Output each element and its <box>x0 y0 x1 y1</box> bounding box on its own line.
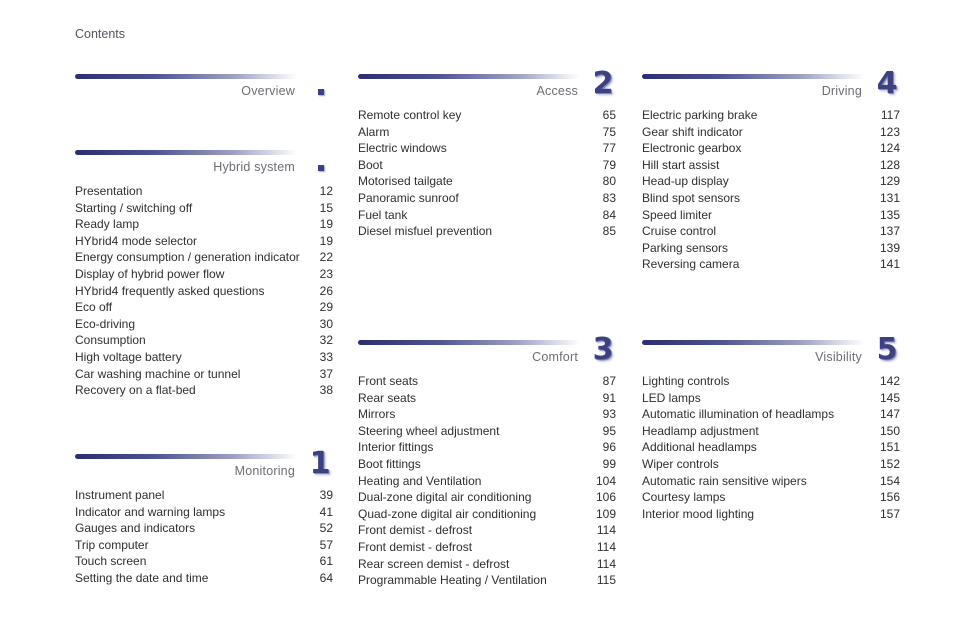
toc-entry-page-number: 129 <box>879 174 900 189</box>
toc-entry[interactable] <box>358 157 616 174</box>
section-divider-bar <box>358 340 580 345</box>
toc-entry-page-number: 91 <box>602 390 616 405</box>
toc-entry[interactable] <box>358 140 616 157</box>
toc-entry[interactable] <box>75 570 333 587</box>
section-divider-bar <box>75 74 297 79</box>
toc-entry-page-number: 152 <box>879 456 900 471</box>
toc-entry[interactable] <box>642 207 900 224</box>
toc-entry[interactable] <box>75 249 333 266</box>
toc-entry-page-number: 137 <box>879 224 900 239</box>
section-divider-bar <box>642 74 864 79</box>
toc-entry[interactable] <box>642 390 900 407</box>
section-header <box>642 66 900 104</box>
toc-entry-label: HYbrid4 frequently asked questions <box>75 283 265 298</box>
toc-entry-label: High voltage battery <box>75 349 182 364</box>
toc-entry-page-number: 115 <box>596 573 616 588</box>
toc-entry-label: Eco-driving <box>75 316 136 331</box>
toc-entry[interactable] <box>358 124 616 141</box>
toc-entry-page-number: 80 <box>602 174 616 189</box>
toc-entry[interactable] <box>75 366 333 383</box>
toc-entry-label: Alarm <box>358 124 390 139</box>
toc-entry-label: Rear screen demist - defrost <box>358 556 510 571</box>
section-divider-bar <box>75 454 297 459</box>
toc-entry-page-number: 87 <box>602 374 616 388</box>
toc-entry-label: Speed limiter <box>642 207 713 222</box>
toc-entry-label: Boot <box>358 157 383 172</box>
toc-entry-label: Dual-zone digital air conditioning <box>358 490 532 505</box>
toc-entry-label: Programmable Heating / Ventilation <box>358 573 547 588</box>
section-title[interactable]: Comfort <box>532 350 578 364</box>
toc-entry-list <box>75 487 333 587</box>
toc-entry-list <box>358 107 616 240</box>
toc-entry-page-number: 93 <box>602 407 616 422</box>
toc-entry[interactable] <box>642 240 900 257</box>
toc-entry-page-number: 79 <box>602 157 616 172</box>
toc-entry-label: Automatic illumination of headlamps <box>642 407 835 422</box>
toc-entry-label: Energy consumption / generation indicator <box>75 250 300 265</box>
section-divider-bar <box>358 74 580 79</box>
toc-entry-list <box>642 373 900 522</box>
toc-entry-page-number: 96 <box>602 440 616 455</box>
toc-entry-label: Head-up display <box>642 174 729 189</box>
toc-entry[interactable] <box>75 266 333 283</box>
toc-entry-label: Setting the date and time <box>75 570 209 585</box>
toc-entry[interactable] <box>642 406 900 423</box>
toc-entry[interactable] <box>358 506 616 523</box>
toc-entry[interactable] <box>642 256 900 273</box>
toc-entry-page-number: 37 <box>319 366 333 381</box>
toc-entry-page-number: 19 <box>319 217 333 232</box>
toc-entry-label: Motorised tailgate <box>358 174 453 189</box>
toc-entry[interactable] <box>358 456 616 473</box>
toc-entry-label: Front seats <box>358 374 419 388</box>
toc-entry[interactable] <box>75 553 333 570</box>
toc-entry-page-number: 104 <box>595 473 616 488</box>
toc-entry-label: Mirrors <box>358 407 396 422</box>
toc-entry-label: Gear shift indicator <box>642 124 743 139</box>
toc-entry[interactable] <box>75 504 333 521</box>
toc-entry-page-number: 33 <box>319 349 333 364</box>
toc-entry-page-number: 23 <box>319 266 333 281</box>
toc-entry-label: Hill start assist <box>642 157 720 172</box>
toc-entry-label: Gauges and indicators <box>75 521 196 536</box>
toc-entry[interactable] <box>642 473 900 490</box>
toc-entry[interactable] <box>642 506 900 523</box>
section-title[interactable]: Visibility <box>815 350 862 364</box>
toc-entry-page-number: 156 <box>879 490 900 505</box>
section-title[interactable]: Driving <box>821 84 862 98</box>
chapter-number-badge: 1 <box>309 446 331 481</box>
toc-entry-page-number: 123 <box>879 124 900 139</box>
toc-entry-label: Courtesy lamps <box>642 490 726 505</box>
toc-entry-label: Electric parking brake <box>642 108 758 122</box>
toc-entry-label: Quad-zone digital air conditioning <box>358 506 537 521</box>
toc-entry-label: Trip computer <box>75 537 149 552</box>
section-marker-dot-icon <box>318 165 324 171</box>
toc-entry-page-number: 157 <box>879 506 900 521</box>
toc-entry-page-number: 15 <box>319 200 333 215</box>
toc-entry[interactable] <box>642 157 900 174</box>
toc-entry-label: Diesel misfuel prevention <box>358 224 493 239</box>
toc-entry-page-number: 117 <box>880 108 900 122</box>
toc-entry-page-number: 142 <box>879 374 900 388</box>
toc-entry[interactable] <box>358 556 616 573</box>
toc-entry-page-number: 12 <box>319 184 333 198</box>
toc-entry-page-number: 39 <box>319 488 333 502</box>
toc-entry-label: Recovery on a flat-bed <box>75 383 196 398</box>
section-title[interactable]: Hybrid system <box>213 160 295 174</box>
section-header <box>75 446 333 484</box>
toc-entry[interactable] <box>642 140 900 157</box>
toc-entry-page-number: 41 <box>319 504 333 519</box>
section-title[interactable]: Access <box>536 84 578 98</box>
toc-entry-label: Interior mood lighting <box>642 506 755 521</box>
toc-entry-page-number: 139 <box>879 240 900 255</box>
toc-entry-page-number: 52 <box>319 521 333 536</box>
toc-entry[interactable] <box>358 406 616 423</box>
toc-entry-page-number: 85 <box>602 224 616 239</box>
section-marker-dot-icon <box>318 89 324 95</box>
toc-entry-page-number: 19 <box>319 233 333 248</box>
toc-entry[interactable] <box>75 183 333 200</box>
section-header <box>75 150 333 180</box>
section-hybrid-system <box>75 150 333 399</box>
toc-entry-page-number: 65 <box>602 108 616 122</box>
toc-entry[interactable] <box>75 233 333 250</box>
toc-entry-page-number: 64 <box>319 570 333 585</box>
toc-entry[interactable] <box>642 173 900 190</box>
toc-entry[interactable] <box>358 572 616 589</box>
toc-entry[interactable] <box>75 200 333 217</box>
toc-entry-list <box>358 373 616 589</box>
toc-entry-label: Additional headlamps <box>642 440 757 455</box>
toc-entry[interactable] <box>75 520 333 537</box>
toc-entry[interactable] <box>358 522 616 539</box>
toc-entry-label: Cruise control <box>642 224 717 239</box>
toc-entry-page-number: 131 <box>879 190 900 205</box>
toc-entry-label: Electric windows <box>358 141 447 156</box>
toc-entry-label: Heating and Ventilation <box>358 473 482 488</box>
chapter-number-badge: 4 <box>876 66 898 101</box>
toc-entry-page-number: 128 <box>879 157 900 172</box>
toc-entry-page-number: 151 <box>879 440 900 455</box>
toc-entry[interactable] <box>75 537 333 554</box>
section-overview <box>75 74 333 104</box>
toc-entry-label: Display of hybrid power flow <box>75 266 225 281</box>
toc-entry[interactable] <box>358 539 616 556</box>
toc-entry-list <box>642 107 900 273</box>
toc-entry[interactable] <box>358 190 616 207</box>
section-header <box>358 66 616 104</box>
toc-entry-label: Indicator and warning lamps <box>75 504 226 519</box>
toc-entry[interactable] <box>75 216 333 233</box>
section-driving <box>642 66 900 273</box>
toc-entry-label: Headlamp adjustment <box>642 423 759 438</box>
toc-entry-page-number: 38 <box>319 383 333 398</box>
section-header <box>75 74 333 104</box>
toc-entry[interactable] <box>642 124 900 141</box>
toc-entry[interactable] <box>642 107 900 124</box>
toc-entry-label: Interior fittings <box>358 440 434 455</box>
toc-entry-page-number: 99 <box>602 456 616 471</box>
toc-entry-page-number: 77 <box>602 141 616 156</box>
toc-entry-page-number: 30 <box>319 316 333 331</box>
toc-entry-label: Fuel tank <box>358 207 408 222</box>
toc-entry-label: Rear seats <box>358 390 417 405</box>
toc-entry-label: Electronic gearbox <box>642 141 742 156</box>
toc-entry[interactable] <box>75 349 333 366</box>
toc-entry-label: Parking sensors <box>642 240 729 255</box>
toc-entry-page-number: 109 <box>595 506 616 521</box>
toc-entry-page-number: 141 <box>879 257 900 272</box>
toc-entry-label: Lighting controls <box>642 374 730 388</box>
toc-entry[interactable] <box>75 316 333 333</box>
section-header <box>642 332 900 370</box>
chapter-number-badge: 3 <box>592 332 614 367</box>
toc-entry[interactable] <box>358 207 616 224</box>
toc-entry-label: Touch screen <box>75 554 147 569</box>
toc-entry-page-number: 150 <box>879 423 900 438</box>
section-divider-bar <box>75 150 297 155</box>
toc-entry-label: Front demist - defrost <box>358 523 473 538</box>
chapter-number-badge: 2 <box>592 66 614 101</box>
toc-entry-page-number: 145 <box>879 390 900 405</box>
toc-entry-label: Eco off <box>75 300 113 315</box>
section-visibility <box>642 332 900 522</box>
toc-entry-page-number: 147 <box>879 407 900 422</box>
page-title: Contents <box>75 27 126 41</box>
toc-entry-page-number: 61 <box>319 554 333 569</box>
toc-entry-label: Instrument panel <box>75 488 165 502</box>
toc-entry-page-number: 32 <box>319 333 333 348</box>
toc-entry-label: Steering wheel adjustment <box>358 423 500 438</box>
toc-entry[interactable] <box>358 373 616 390</box>
toc-entry-label: Remote control key <box>358 108 462 122</box>
toc-entry[interactable] <box>75 299 333 316</box>
toc-entry-label: Front demist - defrost <box>358 539 473 554</box>
toc-entry-page-number: 135 <box>879 207 900 222</box>
toc-entry-label: HYbrid4 mode selector <box>75 233 198 248</box>
toc-entry-page-number: 124 <box>879 141 900 156</box>
toc-entry-label: Panoramic sunroof <box>358 190 459 205</box>
toc-entry[interactable] <box>642 439 900 456</box>
toc-entry-page-number: 83 <box>602 190 616 205</box>
toc-entry-label: Reversing camera <box>642 257 740 272</box>
toc-entry-page-number: 84 <box>602 207 616 222</box>
toc-entry-page-number: 75 <box>602 124 616 139</box>
toc-entry-label: Ready lamp <box>75 217 140 232</box>
toc-entry-label: Boot fittings <box>358 456 421 471</box>
toc-entry[interactable] <box>642 373 900 390</box>
toc-entry-page-number: 57 <box>319 537 333 552</box>
toc-entry-label: Car washing machine or tunnel <box>75 366 241 381</box>
toc-entry-page-number: 26 <box>319 283 333 298</box>
section-monitoring <box>75 446 333 587</box>
toc-entry[interactable] <box>642 223 900 240</box>
toc-entry-label: Starting / switching off <box>75 200 193 215</box>
toc-entry[interactable] <box>75 283 333 300</box>
toc-entry-label: Consumption <box>75 333 146 348</box>
toc-entry[interactable] <box>358 107 616 124</box>
toc-entry[interactable] <box>358 439 616 456</box>
toc-entry[interactable] <box>358 473 616 490</box>
section-access <box>358 66 616 240</box>
section-header <box>358 332 616 370</box>
toc-entry[interactable] <box>75 487 333 504</box>
chapter-number-badge: 5 <box>876 332 898 367</box>
toc-entry-page-number: 154 <box>879 473 900 488</box>
toc-entry-page-number: 114 <box>596 539 616 554</box>
toc-entry[interactable] <box>358 423 616 440</box>
section-title[interactable]: Monitoring <box>234 464 295 478</box>
toc-entry[interactable] <box>642 423 900 440</box>
toc-entry-page-number: 22 <box>319 250 333 265</box>
section-comfort <box>358 332 616 589</box>
toc-entry-label: LED lamps <box>642 390 701 405</box>
toc-entry-label: Blind spot sensors <box>642 190 741 205</box>
toc-entry-page-number: 114 <box>596 556 616 571</box>
toc-entry-label: Automatic rain sensitive wipers <box>642 473 807 488</box>
toc-entry[interactable] <box>642 456 900 473</box>
toc-entry-label: Wiper controls <box>642 456 719 471</box>
toc-entry[interactable] <box>75 382 333 399</box>
section-title[interactable]: Overview <box>241 84 295 98</box>
toc-entry[interactable] <box>75 332 333 349</box>
toc-entry[interactable] <box>642 190 900 207</box>
toc-entry[interactable] <box>358 489 616 506</box>
toc-entry-page-number: 114 <box>596 523 616 538</box>
toc-entry-label: Presentation <box>75 184 143 198</box>
toc-entry-page-number: 29 <box>319 300 333 315</box>
toc-entry[interactable] <box>358 223 616 240</box>
toc-entry[interactable] <box>642 489 900 506</box>
toc-entry[interactable] <box>358 173 616 190</box>
toc-entry-page-number: 95 <box>602 423 616 438</box>
toc-entry-list <box>75 183 333 399</box>
section-divider-bar <box>642 340 864 345</box>
toc-entry-page-number: 106 <box>595 490 616 505</box>
toc-entry[interactable] <box>358 390 616 407</box>
